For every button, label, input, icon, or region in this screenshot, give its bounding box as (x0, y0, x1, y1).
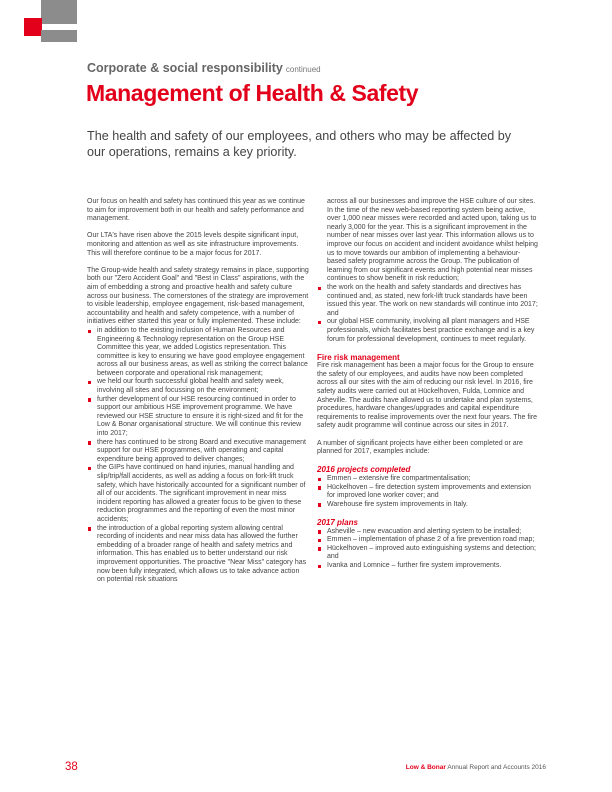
paragraph: The Group-wide health and safety strategy remains in place, supporting both our "Zero Accident Goal" and "Best in Class" aspirations, with the aim of embedding a strong and proactive health and safety culture across our business. The cornerstones of the strategy are improvement to visible leadership, employee engagement, risk-based management, accountability and health and safety competence, with a number of initiatives either started this year or fully implemented. These include: (87, 266, 309, 326)
paragraph: A number of significant projects have either been completed or are planned for 2017, examples include: (317, 439, 523, 456)
left-column (87, 198, 309, 593)
completed-projects-heading: 2016 projects completed (317, 465, 411, 475)
intro-text: The health and safety of our employees, and others who may be affected by our operations, remains a key priority. (87, 129, 512, 159)
section-label (87, 61, 321, 75)
completed-projects-list (317, 475, 539, 509)
fire-risk-heading: Fire risk management (317, 352, 400, 362)
list-item: Hückelhoven – improved auto extinguishing systems and detection; and (317, 545, 539, 562)
publication-title: Annual Report and Accounts 2016 (447, 764, 546, 771)
paragraph: Our LTA's have risen above the 2015 levels despite significant input, monitoring and attention as well as site infrastructure improvements. This will therefore continue to be a major focus for 2017. (87, 232, 299, 257)
footer-publication (406, 764, 546, 771)
page-title: Management of Health & Safety (86, 80, 419, 106)
list-item: we held our fourth successful global health and safety week, involving all sites and focussing on the environment; (87, 378, 309, 395)
list-item: the work on the health and safety standards and directives has continued and, as stated, new fork-lift truck standards have been issued this year. The work on new standards will continue into 2017; and (317, 284, 539, 318)
right-column (317, 198, 539, 579)
list-item: the GIPs have continued on hand injuries, manual handling and slip/trip/fall accidents, as well as adding a focus on fork-lift truck safety, which have historically accounted for a significant number of all of our accidents. The significant improvement in near miss incident reporting has allowed a greater focus to be given to these reduction programmes and the reporting of even the most minor accidents; (87, 464, 309, 524)
section-continued: continued (285, 65, 321, 74)
list-item: Hückelhoven – fire detection system improvements and extension for improved lone worker cover; and (317, 484, 539, 501)
list-item: further development of our HSE resourcing continued in order to support our ambitious HSE improvement programme. We have reviewed our HSE structure to ensure it is right-sized and fit for the Low & Bonar organisational structure. We will continue this review into 2017; (87, 396, 309, 439)
section-name: Corporate & social responsibility (87, 61, 283, 75)
corner-block-grey-top (41, 0, 77, 24)
corner-block-red (24, 18, 42, 36)
list-item-continuation: across all our businesses and improve the HSE culture of our sites. In the time of the new web-based reporting system being active, over 1,000 near misses were recorded and acted upon, taking us to nearly 3,000 for the year. This is a significant improvement in the number of near misses over last year. This information allows us to improve our focus on accident and incident avoidance whilst helping us to move towards our ambition of implementing a behaviour-based safety programme across the Group. The publication of learning from our significant events and high potential near misses continues to show benefit in risk reduction; (327, 198, 538, 283)
initiatives-list-continued (317, 284, 539, 344)
list-item: Asheville – new evacuation and alerting system to be installed; (317, 528, 539, 537)
list-item: Emmen – extensive fire compartmentalisation; (317, 475, 539, 484)
brand-name: Low & Bonar (405, 764, 446, 771)
page-number: 38 (65, 761, 78, 773)
list-item: in addition to the existing inclusion of Human Resources and Engineering & Technology representation on the Group HSE Committee this year, we added Logistics representation. This committee is key to ensuring we have good employee engagement across all our business areas, as well as striking the correct balance between corporate and operational risk management; (87, 327, 309, 379)
list-item: Ivanka and Lomnice – further fire system improvements. (317, 562, 539, 571)
plans-heading: 2017 plans (317, 517, 358, 527)
list-item: there has continued to be strong Board and executive management support for our HSE programmes, with operating and capital expenditure being approved to deliver changes; (87, 439, 309, 465)
list-item: Emmen – implementation of phase 2 of a fire prevention road map; (317, 536, 539, 545)
list-item: Warehouse fire system improvements in Italy. (317, 501, 539, 510)
corner-block-grey-bottom (41, 30, 77, 42)
paragraph: Fire risk management has been a major focus for the Group to ensure the safety of our employees, and audits have now been completed across all our sites with the aim of reducing our risk level. In 2016, fire safety audits were carried out at Hückelhoven, Fulda, Lomnice and Asheville. The audits have allowed us to undertake and plan systems, procedures, hardware changes/upgrades and capital expenditure requirements to realise improvements over the next four years. The fire safety audit programme will continue across our sites in 2017. (317, 362, 538, 430)
plans-list (317, 528, 539, 571)
list-item: the introduction of a global reporting system allowing central recording of incidents and near miss data has allowed the further embedding of a broader range of health and safety metrics and information. This has enabled us to better understand our risk improvement opportunities. The proactive "Near Miss" category has now been fully integrated, which allows us to take advance action on potential risk situations (87, 525, 309, 585)
list-item: our global HSE community, involving all plant managers and HSE professionals, which facilitates best practice exchange and is a key forum for professional development, continues to meet regularly. (317, 318, 539, 344)
paragraph: Our focus on health and safety has continued this year as we continue to aim for improvement both in our health and safety performance and management. (87, 198, 305, 223)
initiatives-list (87, 327, 309, 585)
